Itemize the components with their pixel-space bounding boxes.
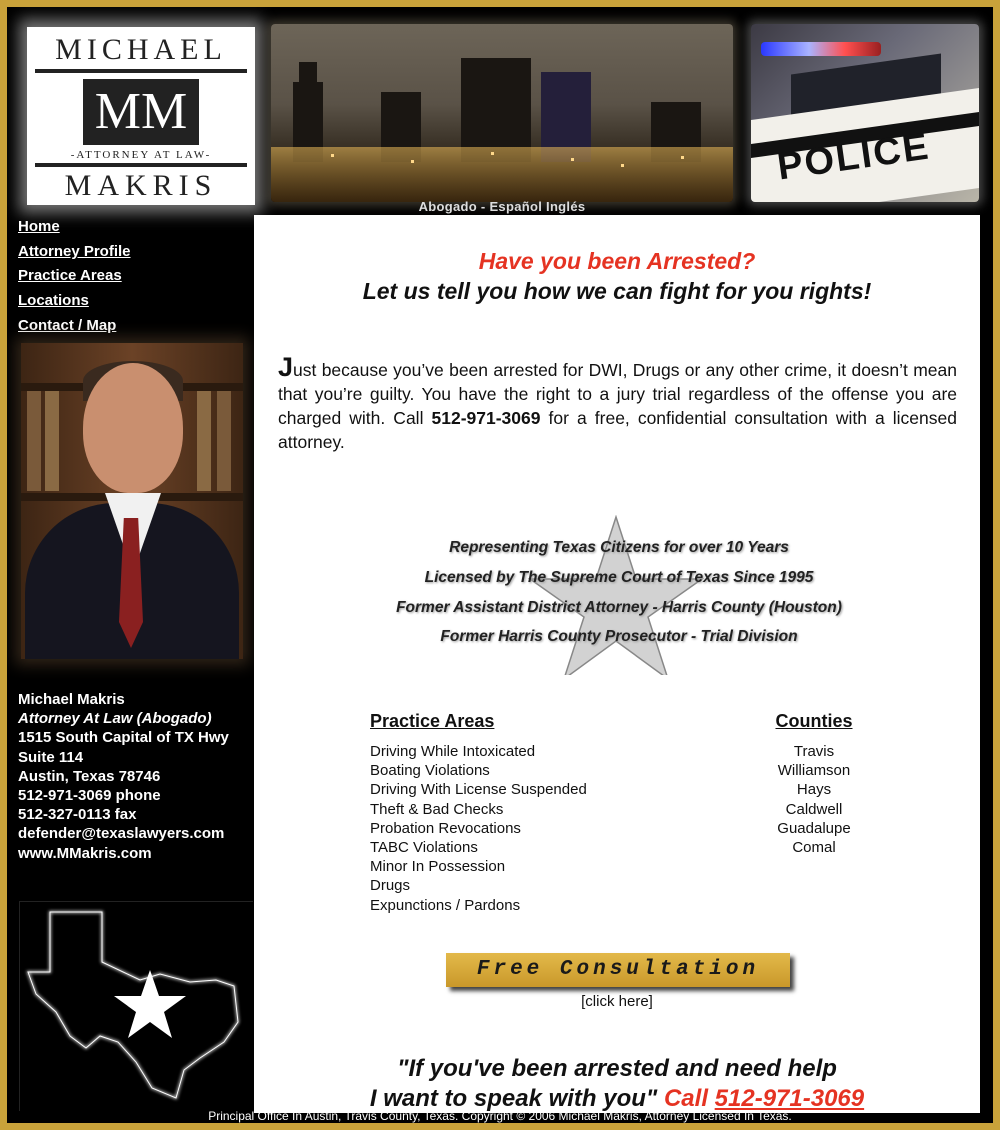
page-frame [7, 7, 993, 1123]
austin-skyline-image [271, 24, 733, 202]
practice-item: Probation Revocations [370, 819, 521, 837]
headline-fight-rights: Let us tell you how we can fight for you rights! [362, 278, 872, 304]
intro-text-1: ust because you’ve been arrested for DWI, Drugs or any other crime, it doesn’t mean that you’re guilty. You have the right to a jury trial regardless of the offense you are charged with. Call [278, 360, 957, 428]
intro-paragraph [278, 352, 957, 454]
police-car-image [751, 24, 979, 202]
logo-rule-bottom [35, 163, 247, 167]
practice-item: Drugs [370, 877, 411, 895]
practice-item: Expunctions / Pardons [370, 896, 521, 914]
click-here-link[interactable]: [click here] [581, 993, 653, 1010]
credential-2: Licensed by The Supreme Court of Texas Since 1995 [424, 569, 814, 586]
practice-item: Minor In Possession [370, 858, 506, 876]
logo-first-name: MICHAEL [55, 33, 227, 66]
contact-city: Austin, Texas 78746 [18, 767, 161, 785]
sidebar-nav [18, 215, 131, 339]
texas-star-graphic [19, 901, 253, 1111]
county-item: Williamson [777, 762, 851, 780]
practice-areas-heading: Practice Areas [370, 711, 495, 731]
county-item: Caldwell [785, 800, 843, 818]
county-item: Travis [793, 743, 835, 760]
nav-locations-link[interactable]: Locations [18, 292, 89, 310]
header-caption: Abogado - Español Inglés [418, 199, 586, 214]
counties-heading: Counties [775, 711, 853, 731]
intro-text-2: for a free, confidential consultation with a licensed attorney. [278, 408, 957, 452]
county-item: Hays [796, 781, 832, 799]
nav-home-link[interactable]: Home [18, 218, 60, 235]
intro-drop-cap: J [278, 352, 294, 382]
counties-list [734, 711, 894, 857]
logo-subtitle: -ATTORNEY AT LAW- [70, 149, 212, 161]
nav-contact-map-link[interactable]: Contact / Map [18, 316, 117, 334]
page-footer: Principal Office In Austin, Travis County, Texas. Copyright © 2006 Michael Makris, Attorney Licensed In Texas. [208, 1109, 792, 1123]
free-consultation-button[interactable]: Free Consultation [446, 953, 790, 987]
practice-areas-list [370, 711, 650, 915]
contact-website[interactable]: www.MMakris.com [18, 844, 152, 862]
contact-info [18, 690, 229, 863]
credentials-block [354, 515, 884, 675]
star-icon [114, 970, 186, 1038]
logo-rule-top [35, 69, 247, 73]
contact-phone: 512-971-3069 phone [18, 787, 161, 805]
quote-call-label: Call [663, 1085, 708, 1112]
county-item: Guadalupe [777, 819, 851, 837]
headline-arrested: Have you been Arrested? [478, 248, 756, 274]
nav-practice-areas-link[interactable]: Practice Areas [18, 267, 122, 285]
county-item: Comal [792, 839, 836, 857]
contact-address-line1: 1515 South Capital of TX Hwy [18, 729, 229, 747]
practice-item: Driving With License Suspended [370, 781, 587, 799]
contact-email[interactable]: defender@texaslawyers.com [18, 825, 225, 843]
quote-phone-link[interactable]: 512-971-3069 [714, 1085, 865, 1112]
attorney-portrait [21, 343, 243, 659]
main-content [254, 215, 980, 1113]
police-text: POLICE [774, 125, 933, 189]
quote-line-1: "If you've been arrested and need help [397, 1055, 837, 1082]
practice-item: TABC Violations [370, 839, 478, 857]
contact-address-line2: Suite 114 [18, 748, 84, 766]
credential-4: Former Harris County Prosecutor - Trial Division [440, 628, 798, 645]
logo-monogram: MM [83, 79, 199, 145]
practice-item: Boating Violations [370, 762, 490, 780]
credential-3: Former Assistant District Attorney - Harris County (Houston) [396, 599, 842, 616]
logo-last-name: MAKRIS [64, 169, 218, 202]
contact-fax: 512-327-0113 fax [18, 806, 137, 824]
quote-text: I want to speak with you" [369, 1085, 658, 1112]
practice-item: Driving While Intoxicated [370, 743, 536, 760]
practice-item: Theft & Bad Checks [370, 800, 504, 818]
credential-1: Representing Texas Citizens for over 10 Years [449, 539, 789, 556]
intro-phone: 512-971-3069 [431, 408, 541, 428]
contact-name: Michael Makris [18, 691, 125, 708]
nav-attorney-profile-link[interactable]: Attorney Profile [18, 242, 131, 260]
contact-title: Attorney At Law (Abogado) [18, 710, 212, 728]
site-logo[interactable] [27, 27, 255, 205]
